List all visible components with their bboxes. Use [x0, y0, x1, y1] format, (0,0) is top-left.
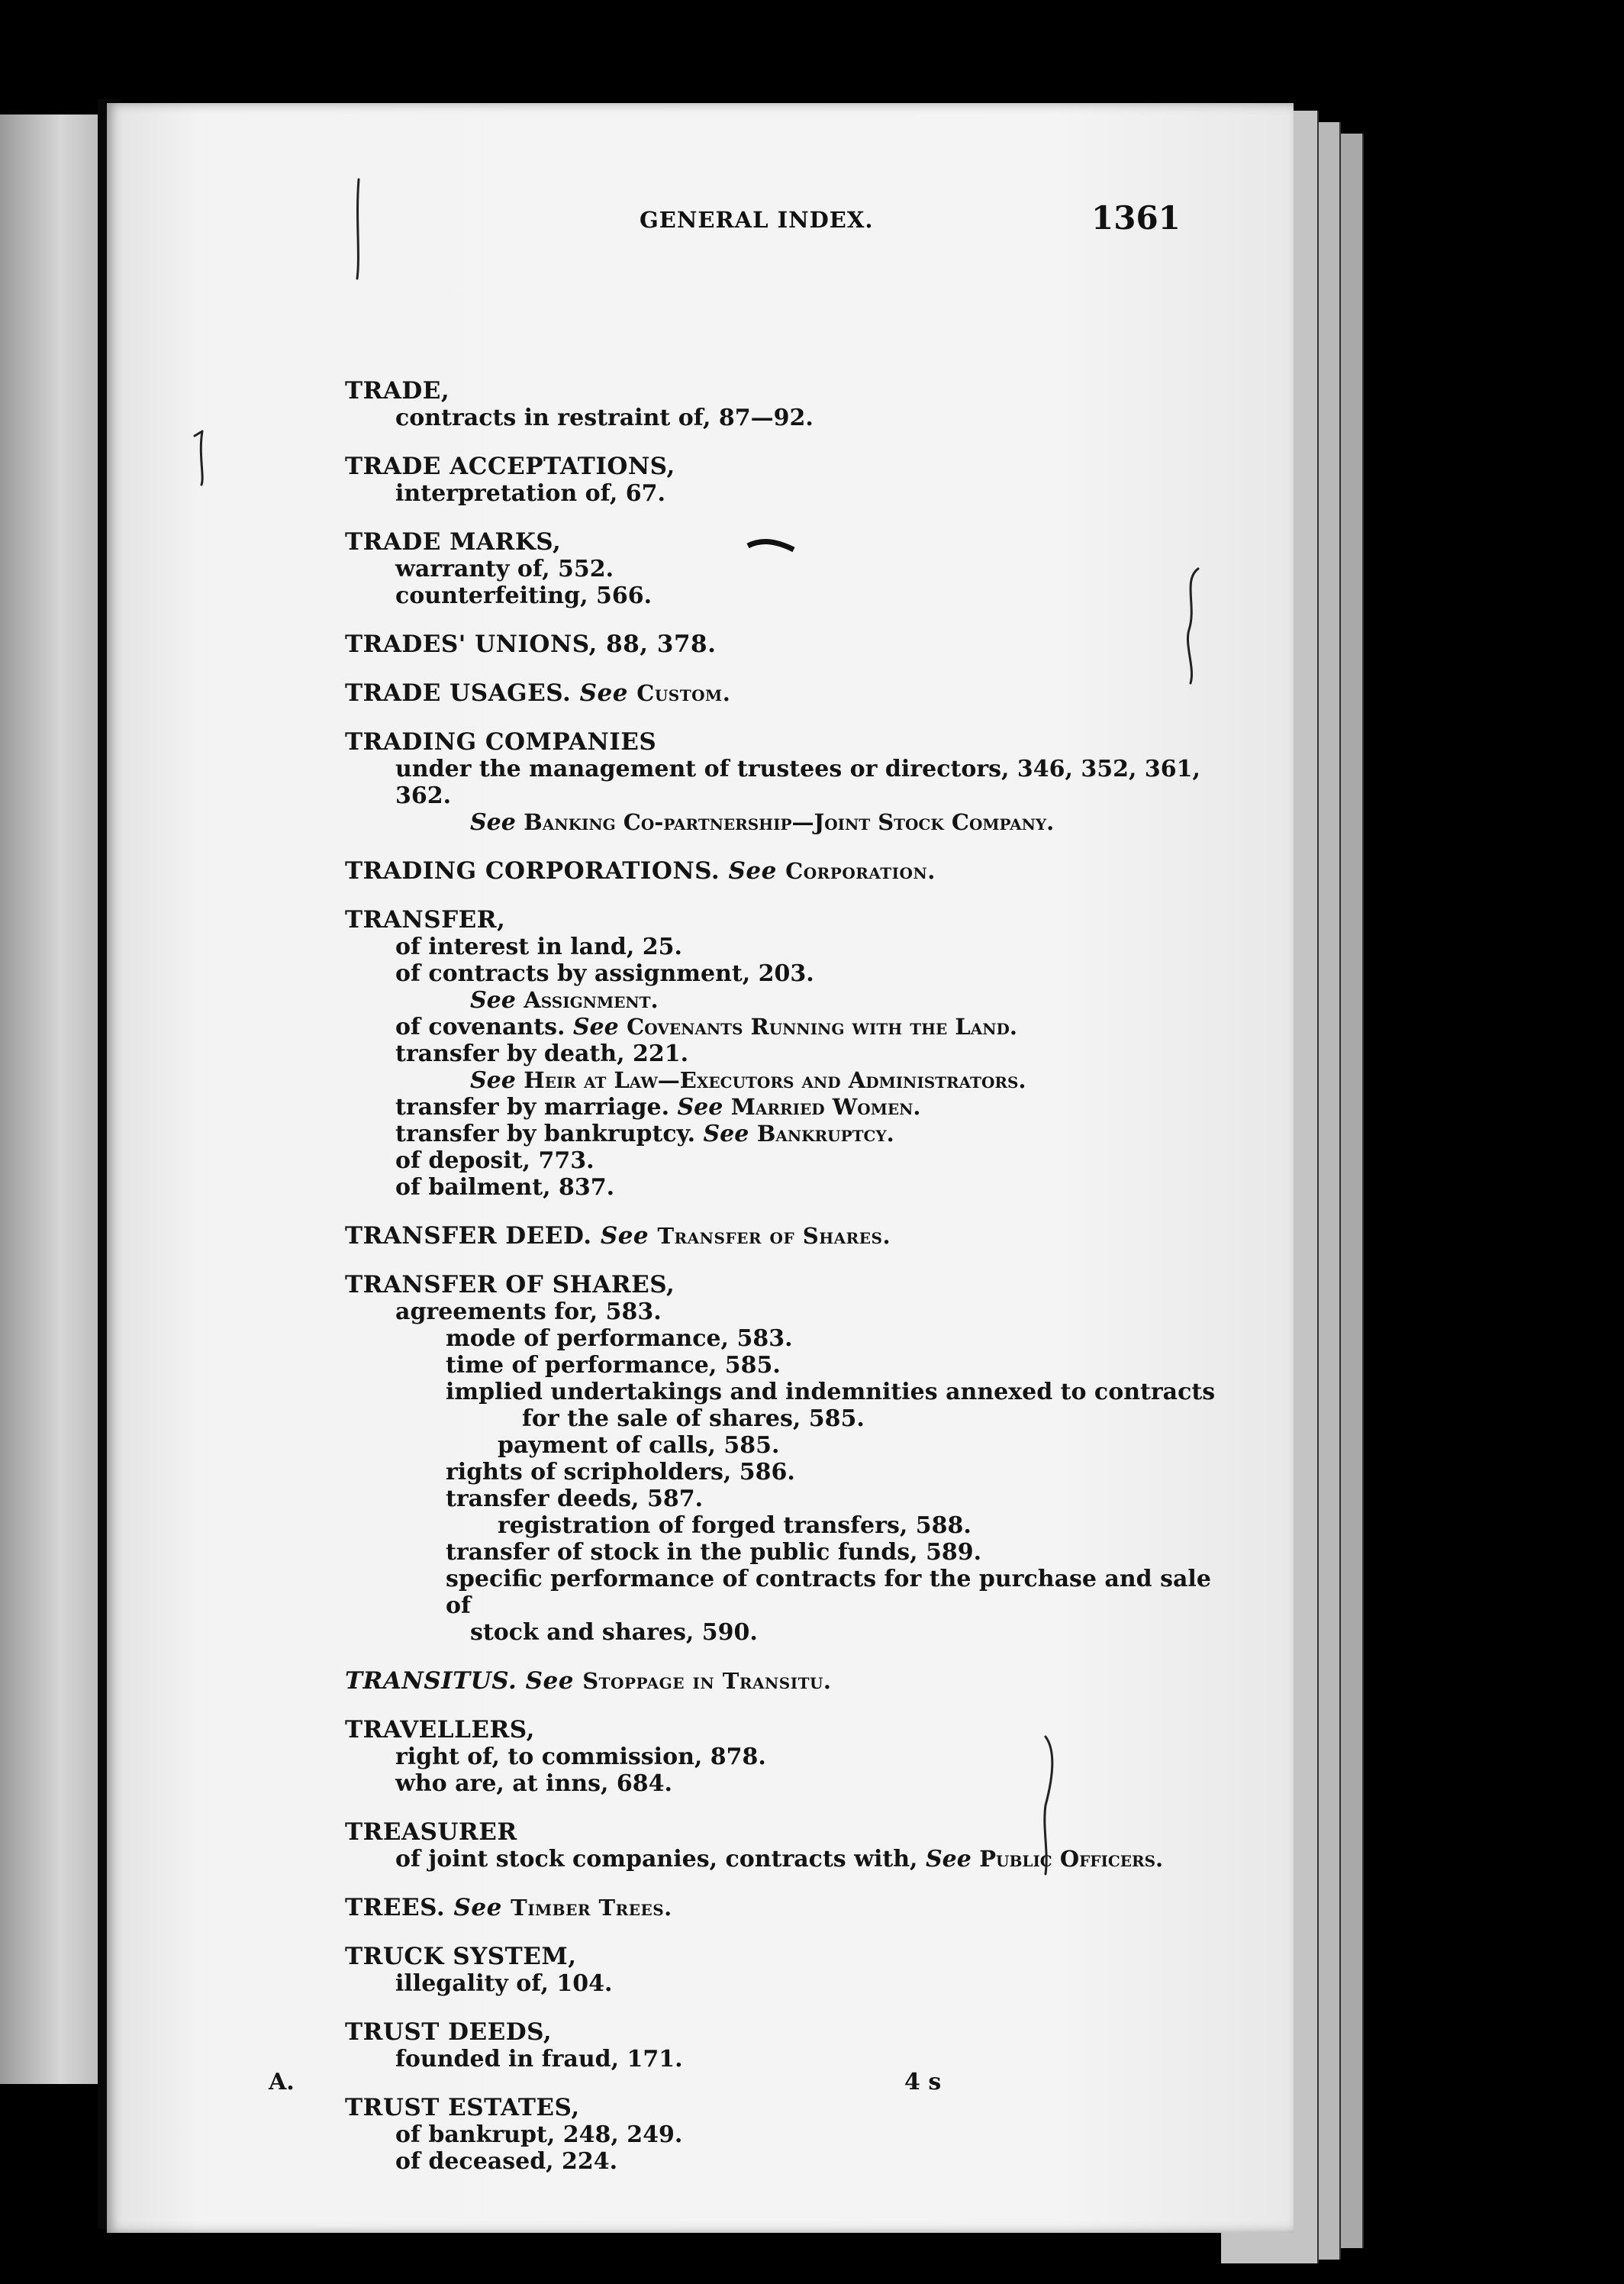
index-entry	[345, 1944, 1238, 1997]
index-entry	[345, 2095, 1238, 2175]
see-label: See	[600, 1222, 649, 1250]
page-number: 1361	[1091, 199, 1181, 237]
cross-reference: Banking Co-partnership—Joint Stock Company.	[524, 809, 1055, 835]
see-label: See	[470, 809, 516, 836]
entry-line: registration of forged transfers, 588.	[498, 1512, 972, 1539]
entry-line: implied undertakings and indemnities annexed to contracts	[446, 1379, 1216, 1405]
see-label: See	[572, 1014, 619, 1040]
entry-heading: TRAVELLERS,	[345, 1716, 535, 1744]
running-head: GENERAL INDEX.	[640, 207, 874, 233]
entry-line: transfer deeds, 587.	[446, 1486, 704, 1512]
signature-mark: A.	[269, 2069, 295, 2095]
index-entry	[345, 729, 1238, 836]
entry-line: founded in fraud, 171.	[395, 2046, 683, 2073]
index-entry	[345, 1668, 1238, 1695]
entry-line: for the sale of shares, 585.	[522, 1405, 865, 1432]
entry-heading: TRADING CORPORATIONS.	[345, 857, 720, 885]
entry-line: of contracts by assignment, 203.	[395, 960, 814, 987]
index-entry	[345, 378, 1238, 431]
entry-heading: TREASURER	[345, 1818, 517, 1846]
cross-reference: Covenants Running with the Land.	[627, 1014, 1017, 1040]
entry-line: agreements for, 583.	[395, 1298, 662, 1325]
entry-heading: TRADE MARKS,	[345, 528, 562, 556]
see-label: See	[728, 857, 777, 885]
entry-line: stock and shares, 590.	[470, 1619, 758, 1646]
see-label: See	[453, 1894, 502, 1921]
index-entries	[345, 378, 1238, 2197]
facing-page-edge	[0, 115, 101, 2084]
entry-line: mode of performance, 583.	[446, 1325, 793, 1352]
index-entry	[345, 1819, 1238, 1873]
see-label: See	[525, 1667, 574, 1695]
cross-reference: Assignment.	[524, 987, 659, 1013]
entry-line: of bankrupt, 248, 249.	[395, 2121, 683, 2148]
see-label: See	[677, 1094, 723, 1121]
index-entry	[345, 680, 1238, 707]
see-label: See	[470, 1067, 516, 1094]
entry-line: of deposit, 773.	[395, 1147, 594, 1174]
cross-reference: Timber Trees.	[511, 1895, 672, 1921]
index-entry	[345, 1272, 1238, 1646]
entry-line: illegality of, 104.	[395, 1970, 613, 1997]
entry-line: of deceased, 224.	[395, 2148, 618, 2175]
entry-heading: TRANSFER OF SHARES,	[345, 1271, 675, 1298]
entry-line: of joint stock companies, contracts with,	[395, 1846, 918, 1873]
cross-reference: Married Women.	[730, 1094, 921, 1120]
entry-heading: TRUST ESTATES,	[345, 2094, 580, 2121]
entry-line: who are, at inns, 684.	[395, 1770, 672, 1797]
index-entry	[345, 1895, 1238, 1921]
see-label: See	[925, 1846, 972, 1873]
signature-mark-right: 4 s	[904, 2069, 942, 2095]
index-entry	[345, 631, 1238, 658]
see-label: See	[470, 987, 516, 1014]
entry-line: transfer by bankruptcy.	[395, 1121, 696, 1147]
entry-line: of covenants.	[395, 1014, 566, 1040]
cross-reference: Bankruptcy.	[756, 1121, 894, 1147]
entry-line: payment of calls, 585.	[498, 1432, 780, 1459]
entry-line: counterfeiting, 566.	[395, 582, 652, 609]
index-entry	[345, 907, 1238, 1201]
entry-line: transfer by death, 221.	[395, 1040, 689, 1067]
index-entry	[345, 858, 1238, 885]
entry-line: transfer by marriage.	[395, 1094, 670, 1121]
entry-heading: TRADES' UNIONS, 88, 378.	[345, 631, 717, 658]
cross-reference: Custom.	[636, 680, 731, 706]
entry-line: under the management of trustees or directors, 346, 352, 361, 362.	[395, 756, 1200, 809]
entry-heading: TRANSFER,	[345, 906, 506, 934]
entry-heading: TREES.	[345, 1894, 446, 1921]
entry-line: warranty of, 552.	[395, 556, 614, 582]
entry-heading: TRADING COMPANIES	[345, 728, 657, 756]
entry-line: interpretation of, 67.	[395, 480, 665, 507]
entry-heading: TRANSFER DEED.	[345, 1222, 592, 1250]
index-page	[107, 103, 1294, 2233]
entry-line: specific performance of contracts for the purchase and sale of	[446, 1566, 1211, 1619]
cross-reference: Heir at Law—Executors and Administrators.	[524, 1067, 1026, 1093]
entry-line: of interest in land, 25.	[395, 934, 682, 960]
entry-line: contracts in restraint of, 87—92.	[395, 405, 814, 431]
entry-heading: TRANSITUS.	[345, 1667, 517, 1695]
entry-heading: TRADE USAGES.	[345, 679, 572, 707]
entry-line: time of performance, 585.	[446, 1352, 781, 1379]
entry-line: transfer of stock in the public funds, 589.	[446, 1539, 982, 1566]
index-entry	[345, 453, 1238, 507]
entry-heading: TRADE,	[345, 377, 450, 405]
see-label: See	[703, 1121, 749, 1147]
see-label: See	[579, 679, 628, 707]
entry-heading: TRUCK SYSTEM,	[345, 1943, 577, 1970]
entry-line: rights of scripholders, 586.	[446, 1459, 795, 1486]
index-entry	[345, 1717, 1238, 1797]
cross-reference: Stoppage in Transitu.	[582, 1668, 832, 1694]
index-entry	[345, 1223, 1238, 1250]
entry-line: of bailment, 837.	[395, 1174, 615, 1201]
cross-reference: Public Officers.	[979, 1846, 1164, 1872]
entry-heading: TRADE ACCEPTATIONS,	[345, 453, 675, 480]
index-entry	[345, 2019, 1238, 2073]
cross-reference: Corporation.	[785, 858, 936, 884]
index-entry	[345, 529, 1238, 609]
cross-reference: Transfer of Shares.	[657, 1223, 891, 1249]
entry-line: right of, to commission, 878.	[395, 1744, 766, 1770]
entry-heading: TRUST DEEDS,	[345, 2018, 553, 2046]
